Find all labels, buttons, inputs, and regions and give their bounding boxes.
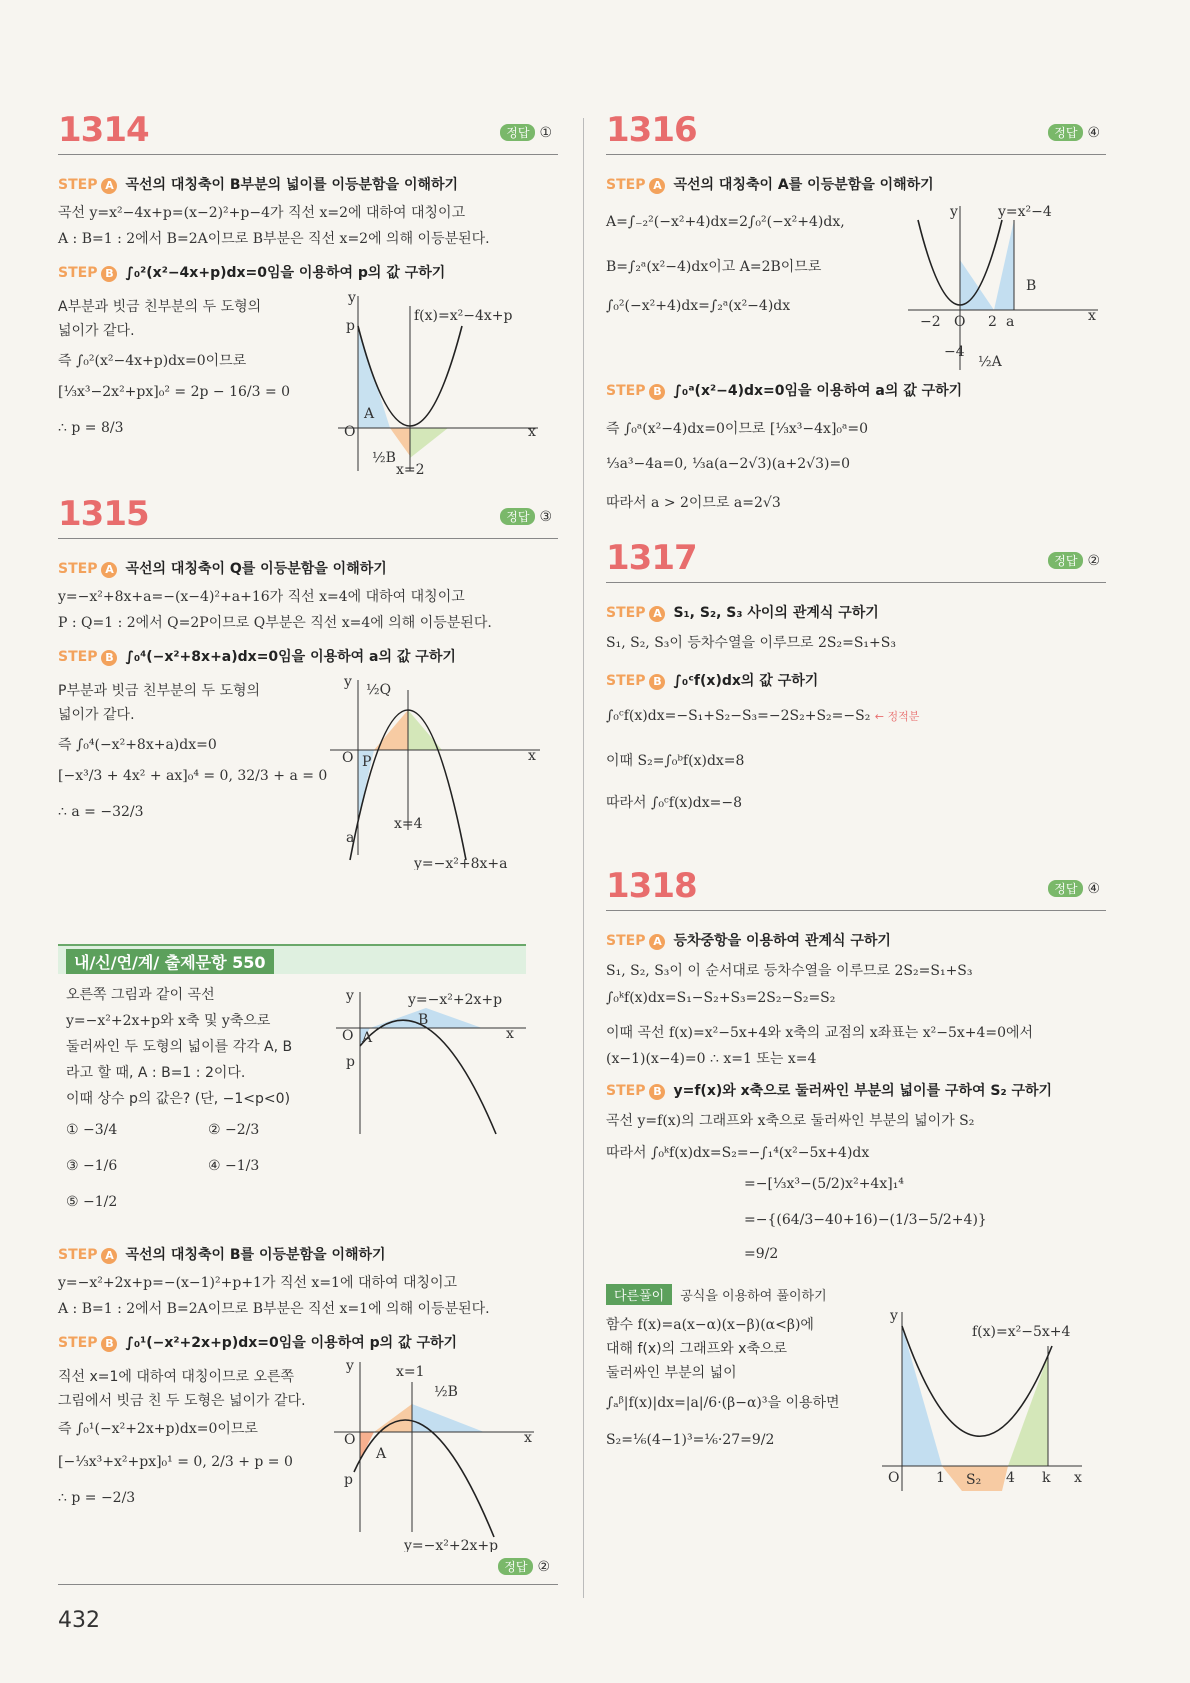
text-line: 이때 곡선 f(x)=x²−5x+4와 x축의 교점의 x좌표는 x²−5x+4=0에서 — [606, 1025, 1034, 1041]
origin-label: O — [954, 314, 966, 330]
page-number: 432 — [58, 1608, 100, 1633]
origin-label: O — [888, 1470, 900, 1486]
problem-550 — [58, 944, 558, 1584]
text-line: =−[⅓x³−(5/2)x²+4x]₁⁴ — [744, 1176, 904, 1192]
y-axis-label: y — [950, 204, 958, 220]
region-b-label: B — [418, 1012, 429, 1028]
text-line: ∫₀ᵏf(x)dx=S₁−S₂+S₃=2S₂−S₂=S₂ — [606, 990, 836, 1006]
question-line: 이때 상수 p의 값은? (단, −1<p<0) — [66, 1091, 291, 1107]
x-axis-label: x — [528, 748, 536, 764]
step-a-heading: STEP A S₁, S₂, S₃ 사이의 관계식 구하기 — [606, 605, 879, 621]
a-label: a — [346, 830, 355, 846]
text-line: 둘러싸인 부분의 넓이 — [606, 1365, 737, 1381]
text-line: ⅓a³−4a=0, ⅓a(a−2√3)(a+2√3)=0 — [606, 456, 851, 472]
step-b-heading: STEP B y=f(x)와 x축으로 둘러싸인 부분의 넓이를 구하여 S₂ 구하기 — [606, 1083, 1053, 1099]
note-label: ← 정적분 — [874, 710, 920, 723]
column-divider — [583, 118, 584, 1598]
graph-550-solution — [334, 1352, 544, 1556]
y-axis-label: y — [890, 1308, 898, 1324]
four-label: 4 — [1006, 1470, 1015, 1486]
problem-1318 — [606, 866, 1106, 1606]
origin-label: O — [342, 750, 354, 766]
origin-label: O — [344, 424, 356, 440]
text-line: ∫₀ᶜf(x)dx=−S₁+S₂−S₃=−2S₂+S₂=−S₂ ← 정적분 — [606, 708, 920, 724]
step-a-heading: STEP A 곡선의 대칭축이 A를 이등분함을 이해하기 — [606, 177, 934, 193]
two-label: 2 — [988, 314, 997, 330]
text-line: ∴ p = 8/3 — [58, 420, 124, 436]
text-line: =−{(64/3−40+16)−(1/3−5/2+4)} — [744, 1212, 987, 1228]
x-axis-label: x — [528, 424, 536, 440]
text-line: 따라서 a > 2이므로 a=2√3 — [606, 495, 781, 511]
origin-label: O — [342, 1028, 354, 1044]
step-b-heading: STEP B ∫₀²(x²−4x+p)dx=0임을 이용하여 p의 값 구하기 — [58, 265, 446, 281]
text-line: B=∫₂ᵃ(x²−4)dx이고 A=2B이므로 — [606, 259, 822, 275]
region-b-label: ½B — [372, 450, 396, 466]
choice-1[interactable]: ① −3/4 — [66, 1122, 118, 1138]
text-line: 즉 ∫₀ᵃ(x²−4)dx=0이므로 [⅓x³−4x]₀ᵃ=0 — [606, 421, 869, 437]
problem-1315 — [58, 494, 558, 874]
divider — [606, 582, 1106, 583]
problem-number: 1317 — [606, 538, 697, 578]
function-label: y=−x²+2x+p — [408, 992, 503, 1008]
divider — [58, 1584, 558, 1585]
step-b-heading: STEP B ∫₀ᶜf(x)dx의 값 구하기 — [606, 673, 819, 689]
k-label: k — [1042, 1470, 1051, 1486]
question-line: 둘러싸인 두 도형의 넓이를 각각 A, B — [66, 1039, 293, 1055]
line-label: x=2 — [396, 462, 425, 476]
y-axis-label: y — [346, 988, 354, 1004]
answer-label: 정답 ② — [1048, 552, 1100, 569]
x-axis-label: x — [1088, 308, 1096, 324]
divider — [606, 154, 1106, 155]
x-axis-label: x — [1074, 1470, 1082, 1486]
step-a-heading: STEP A 곡선의 대칭축이 B를 이등분함을 이해하기 — [58, 1247, 386, 1263]
step-a-heading: STEP A 곡선의 대칭축이 Q를 이등분함을 이해하기 — [58, 561, 387, 577]
answer-label: 정답 ③ — [500, 508, 552, 525]
text-line: 그림에서 빗금 친 두 도형은 넓이가 같다. — [58, 1393, 306, 1409]
problem-number: 1316 — [606, 110, 697, 150]
region-a-label: A — [376, 1446, 387, 1462]
graph-1318 — [882, 1306, 1092, 1500]
step-b-heading: STEP B ∫₀⁴(−x²+8x+a)dx=0임을 이용하여 a의 값 구하기 — [58, 649, 456, 665]
step-a-heading: STEP A 곡선의 대칭축이 B부분의 넓이를 이등분함을 이해하기 — [58, 177, 459, 193]
text-line: 곡선 y=f(x)의 그래프와 x축으로 둘러싸인 부분의 넓이가 S₂ — [606, 1113, 975, 1129]
x-axis-label: x — [506, 1026, 514, 1042]
graph-550 — [336, 986, 536, 1140]
minus-two-label: −2 — [920, 314, 941, 330]
text-line: [⅓x³−2x²+px]₀² = 2p − 16/3 = 0 — [58, 384, 291, 400]
text-line: 넓이가 같다. — [58, 707, 135, 723]
choice-5[interactable]: ⑤ −1/2 — [66, 1194, 118, 1210]
minus-four-label: −4 — [944, 344, 965, 360]
answer-label: 정답 ① — [500, 124, 552, 141]
x-axis-label: x — [524, 1430, 532, 1446]
y-axis-label: y — [344, 674, 352, 690]
text-line: 곡선 y=x²−4x+p=(x−2)²+p−4가 직선 x=2에 대하여 대칭이고 — [58, 205, 466, 221]
step-b-heading: STEP B ∫₀¹(−x²+2x+p)dx=0임을 이용하여 p의 값 구하기 — [58, 1335, 458, 1351]
text-line: y=−x²+8x+a=−(x−4)²+a+16가 직선 x=4에 대하여 대칭이고 — [58, 589, 465, 605]
text-line: [−x³/3 + 4x² + ax]₀⁴ = 0, 32/3 + a = 0 — [58, 768, 328, 784]
question-line: 오른쪽 그림과 같이 곡선 — [66, 987, 215, 1003]
problem-1314 — [58, 110, 558, 480]
text-line: A=∫₋₂²(−x²+4)dx=2∫₀²(−x²+4)dx, — [606, 214, 845, 230]
graph-1316 — [908, 200, 1106, 394]
text-line: 대해 f(x)의 그래프와 x축으로 — [606, 1341, 788, 1357]
region-b-label: B — [1026, 278, 1037, 294]
function-label: y=−x²+2x+p — [404, 1538, 499, 1552]
step-a-heading: STEP A 등차중항을 이용하여 관계식 구하기 — [606, 933, 891, 949]
region-q-label: ½Q — [366, 682, 392, 698]
region-a-label: A — [362, 1030, 373, 1046]
line-label: x=1 — [396, 1364, 425, 1380]
answer-label: 정답 ④ — [1048, 880, 1100, 897]
text-line: A : B=1 : 2에서 B=2A이므로 B부분은 직선 x=1에 의해 이등분된다. — [58, 1301, 490, 1317]
text-line: 따라서 ∫₀ᶜf(x)dx=−8 — [606, 795, 743, 811]
problem-1316 — [606, 110, 1106, 540]
text-line: 즉 ∫₀⁴(−x²+8x+a)dx=0 — [58, 737, 217, 753]
function-label: y=−x²+8x+a — [414, 856, 508, 870]
choice-4[interactable]: ④ −1/3 — [208, 1158, 260, 1174]
region-p-label: P — [362, 754, 372, 770]
graph-1315 — [330, 670, 550, 874]
text-line: 즉 ∫₀²(x²−4x+p)dx=0이므로 — [58, 353, 247, 369]
function-label: f(x)=x²−5x+4 — [972, 1324, 1071, 1340]
text-line: ∫ₐᵝ|f(x)|dx=|a|/6·(β−α)³을 이용하면 — [606, 1395, 840, 1411]
text-line: =9/2 — [744, 1246, 779, 1262]
text-line: P부분과 빗금 친부분의 두 도형의 — [58, 683, 261, 699]
text-line: S₁, S₂, S₃이 등차수열을 이루므로 2S₂=S₁+S₃ — [606, 635, 896, 651]
y-axis-label: y — [346, 1358, 354, 1374]
question-line: 라고 할 때, A : B=1 : 2이다. — [66, 1065, 246, 1081]
answer-label: 정답 ② — [498, 1558, 550, 1575]
graph-1314 — [338, 286, 548, 480]
one-label: 1 — [936, 1470, 945, 1486]
region-a-label: A — [364, 406, 375, 422]
p-label: p — [344, 1472, 353, 1488]
region-a-label: ½A — [978, 354, 1002, 370]
p-label: p — [346, 1054, 355, 1070]
text-line: S₁, S₂, S₃이 이 순서대로 등차수열을 이루므로 2S₂=S₁+S₃ — [606, 963, 973, 979]
text-line: A부분과 빗금 친부분의 두 도형의 — [58, 299, 262, 315]
divider — [58, 538, 558, 539]
text-line: S₂=⅙(4−1)³=⅙·27=9/2 — [606, 1432, 775, 1448]
problem-number: 1318 — [606, 866, 697, 906]
text-line: ∫₀²(−x²+4)dx=∫₂ᵃ(x²−4)dx — [606, 298, 791, 314]
text-line: (x−1)(x−4)=0 ∴ x=1 또는 x=4 — [606, 1051, 817, 1067]
text-line: 넓이가 같다. — [58, 323, 135, 339]
question-line: y=−x²+2x+p와 x축 및 y축으로 — [66, 1013, 271, 1029]
region-s2-label: S₂ — [966, 1472, 982, 1488]
problem-1317 — [606, 538, 1106, 818]
p-label: p — [346, 318, 355, 334]
alt-solution-heading: 다른풀이 공식을 이용하여 풀이하기 — [606, 1284, 827, 1305]
problem-number: 1314 — [58, 110, 149, 150]
text-line: 이때 S₂=∫₀ᵇf(x)dx=8 — [606, 753, 745, 769]
step-b-heading: STEP B ∫₀ᵃ(x²−4)dx=0임을 이용하여 a의 값 구하기 — [606, 383, 963, 399]
section-header: 내/신/연/계/ 출제문항 550 — [58, 944, 526, 974]
text-line: ∴ p = −2/3 — [58, 1490, 136, 1506]
text-line: P : Q=1 : 2에서 Q=2P이므로 Q부분은 직선 x=4에 의해 이등분된다. — [58, 615, 492, 631]
divider — [606, 910, 1106, 911]
text-line: 따라서 ∫₀ᵏf(x)dx=S₂=−∫₁⁴(x²−5x+4)dx — [606, 1145, 870, 1161]
a-label: a — [1006, 314, 1015, 330]
y-axis-label: y — [348, 290, 356, 306]
function-label: y=x²−4 — [998, 204, 1052, 220]
text-line: A : B=1 : 2에서 B=2A이므로 B부분은 직선 x=2에 의해 이등분된다. — [58, 231, 490, 247]
answer-label: 정답 ④ — [1048, 124, 1100, 141]
text-line: [−⅓x³+x²+px]₀¹ = 0, 2/3 + p = 0 — [58, 1454, 293, 1470]
text-line: 직선 x=1에 대하여 대칭이므로 오른쪽 — [58, 1369, 295, 1385]
line-label: x=4 — [394, 816, 423, 832]
text-line: 함수 f(x)=a(x−α)(x−β)(α<β)에 — [606, 1317, 814, 1333]
problem-number: 1315 — [58, 494, 149, 534]
text-line: ∴ a = −32/3 — [58, 804, 144, 820]
function-label: f(x)=x²−4x+p — [414, 308, 513, 324]
text-line: 즉 ∫₀¹(−x²+2x+p)dx=0이므로 — [58, 1421, 258, 1437]
choice-3[interactable]: ③ −1/6 — [66, 1158, 118, 1174]
region-b-label: ½B — [434, 1384, 458, 1400]
origin-label: O — [344, 1432, 356, 1448]
choice-2[interactable]: ② −2/3 — [208, 1122, 260, 1138]
divider — [58, 154, 558, 155]
text-line: y=−x²+2x+p=−(x−1)²+p+1가 직선 x=1에 대하여 대칭이고 — [58, 1275, 458, 1291]
